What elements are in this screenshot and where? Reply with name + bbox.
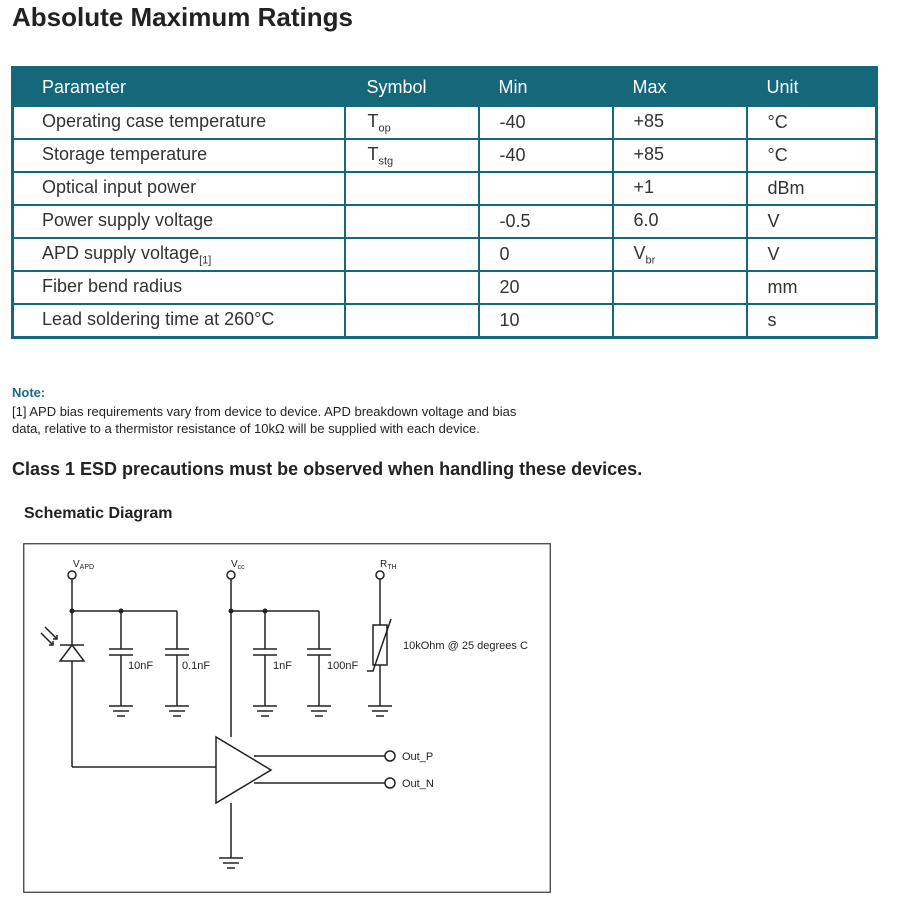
thermistor-label: 10kOhm @ 25 degrees C	[403, 640, 528, 652]
header-unit: Unit	[747, 68, 877, 107]
output-n	[385, 778, 434, 790]
cell-unit: V	[747, 205, 877, 238]
schematic-frame	[24, 544, 551, 893]
cap-label-100nf: 100nF	[327, 660, 359, 672]
cell-parameter: Storage temperature	[13, 139, 345, 172]
cell-min: -40	[479, 139, 613, 172]
table-header-row	[13, 68, 877, 107]
vapd-terminal	[68, 559, 94, 579]
cell-unit: °C	[747, 106, 877, 139]
table-row	[13, 238, 877, 271]
cell-min	[479, 172, 613, 205]
output-p	[385, 751, 433, 763]
table-row	[13, 205, 877, 238]
schematic-diagram	[23, 543, 551, 893]
cell-max: +85	[613, 139, 747, 172]
header-min: Min	[479, 68, 613, 107]
cell-symbol: $T_{stg}$	[345, 139, 479, 172]
svg-text:VAPD: $V_{APD}$	[73, 559, 95, 571]
cell-symbol	[345, 271, 479, 304]
note-line-1: [1] APD bias requirements vary from device to device. APD breakdown voltage and bias	[12, 404, 517, 419]
ratings-table	[11, 66, 878, 339]
cell-min: -40	[479, 106, 613, 139]
note-text	[12, 403, 572, 437]
note-heading: Note:	[12, 385, 46, 400]
cap-label-0-1nf: 0.1nF	[182, 660, 211, 672]
svg-text:Out_N: Out_N	[402, 778, 434, 790]
cell-parameter: APD supply voltage$_{[1]}$	[13, 238, 345, 271]
header-symbol: Symbol	[345, 68, 479, 107]
esd-warning: Class 1 ESD precautions must be observed when handling these devices.	[12, 459, 643, 479]
cell-max: $V_{br}$	[613, 238, 747, 271]
cell-parameter: Operating case temperature	[13, 106, 345, 139]
svg-text:RTH: $R_{TH}$	[380, 559, 397, 571]
cell-parameter: Power supply voltage	[13, 205, 345, 238]
thermistor	[367, 579, 528, 716]
svg-text:Vcc: $V_{cc}$	[231, 559, 245, 571]
cell-unit: dBm	[747, 172, 877, 205]
cell-min: 0	[479, 238, 613, 271]
cell-symbol: $T_{op}$	[345, 106, 479, 139]
cell-parameter: Fiber bend radius	[13, 271, 345, 304]
cell-symbol	[345, 238, 479, 271]
cell-parameter: Lead soldering time at 260°C	[13, 304, 345, 338]
cap-label-10nf: 10nF	[128, 660, 154, 672]
schematic-title: Schematic Diagram	[24, 505, 173, 522]
cell-max	[613, 304, 747, 338]
table-row	[13, 139, 877, 172]
cell-min: 10	[479, 304, 613, 338]
cell-unit: mm	[747, 271, 877, 304]
page-title: Absolute Maximum Ratings	[12, 2, 353, 32]
cell-min: -0.5	[479, 205, 613, 238]
cell-unit: s	[747, 304, 877, 338]
cap-label-1nf: 1nF	[273, 660, 292, 672]
table-row	[13, 304, 877, 338]
cell-unit: °C	[747, 139, 877, 172]
svg-text:Out_P: Out_P	[402, 751, 434, 763]
cell-symbol	[345, 205, 479, 238]
capacitor-10nf	[109, 611, 153, 716]
apd-photodiode	[41, 611, 84, 767]
rth-terminal	[376, 559, 397, 579]
capacitor-1nf	[253, 611, 292, 716]
table-row	[13, 106, 877, 139]
cell-max: 6.0	[613, 205, 747, 238]
transimpedance-amplifier	[72, 737, 385, 868]
cell-parameter: Optical input power	[13, 172, 345, 205]
note-line-2: data, relative to a thermistor resistance of 10kΩ will be supplied with each device.	[12, 421, 480, 436]
vcc-terminal	[227, 559, 245, 579]
table-row	[13, 172, 877, 205]
cell-symbol	[345, 172, 479, 205]
cell-max: +1	[613, 172, 747, 205]
header-parameter: Parameter	[13, 68, 345, 107]
capacitor-0-1nf	[165, 611, 210, 716]
cell-min: 20	[479, 271, 613, 304]
cell-max	[613, 271, 747, 304]
cell-unit: V	[747, 238, 877, 271]
header-max: Max	[613, 68, 747, 107]
capacitor-100nf	[307, 611, 358, 716]
cell-symbol	[345, 304, 479, 338]
cell-max: +85	[613, 106, 747, 139]
table-row	[13, 271, 877, 304]
